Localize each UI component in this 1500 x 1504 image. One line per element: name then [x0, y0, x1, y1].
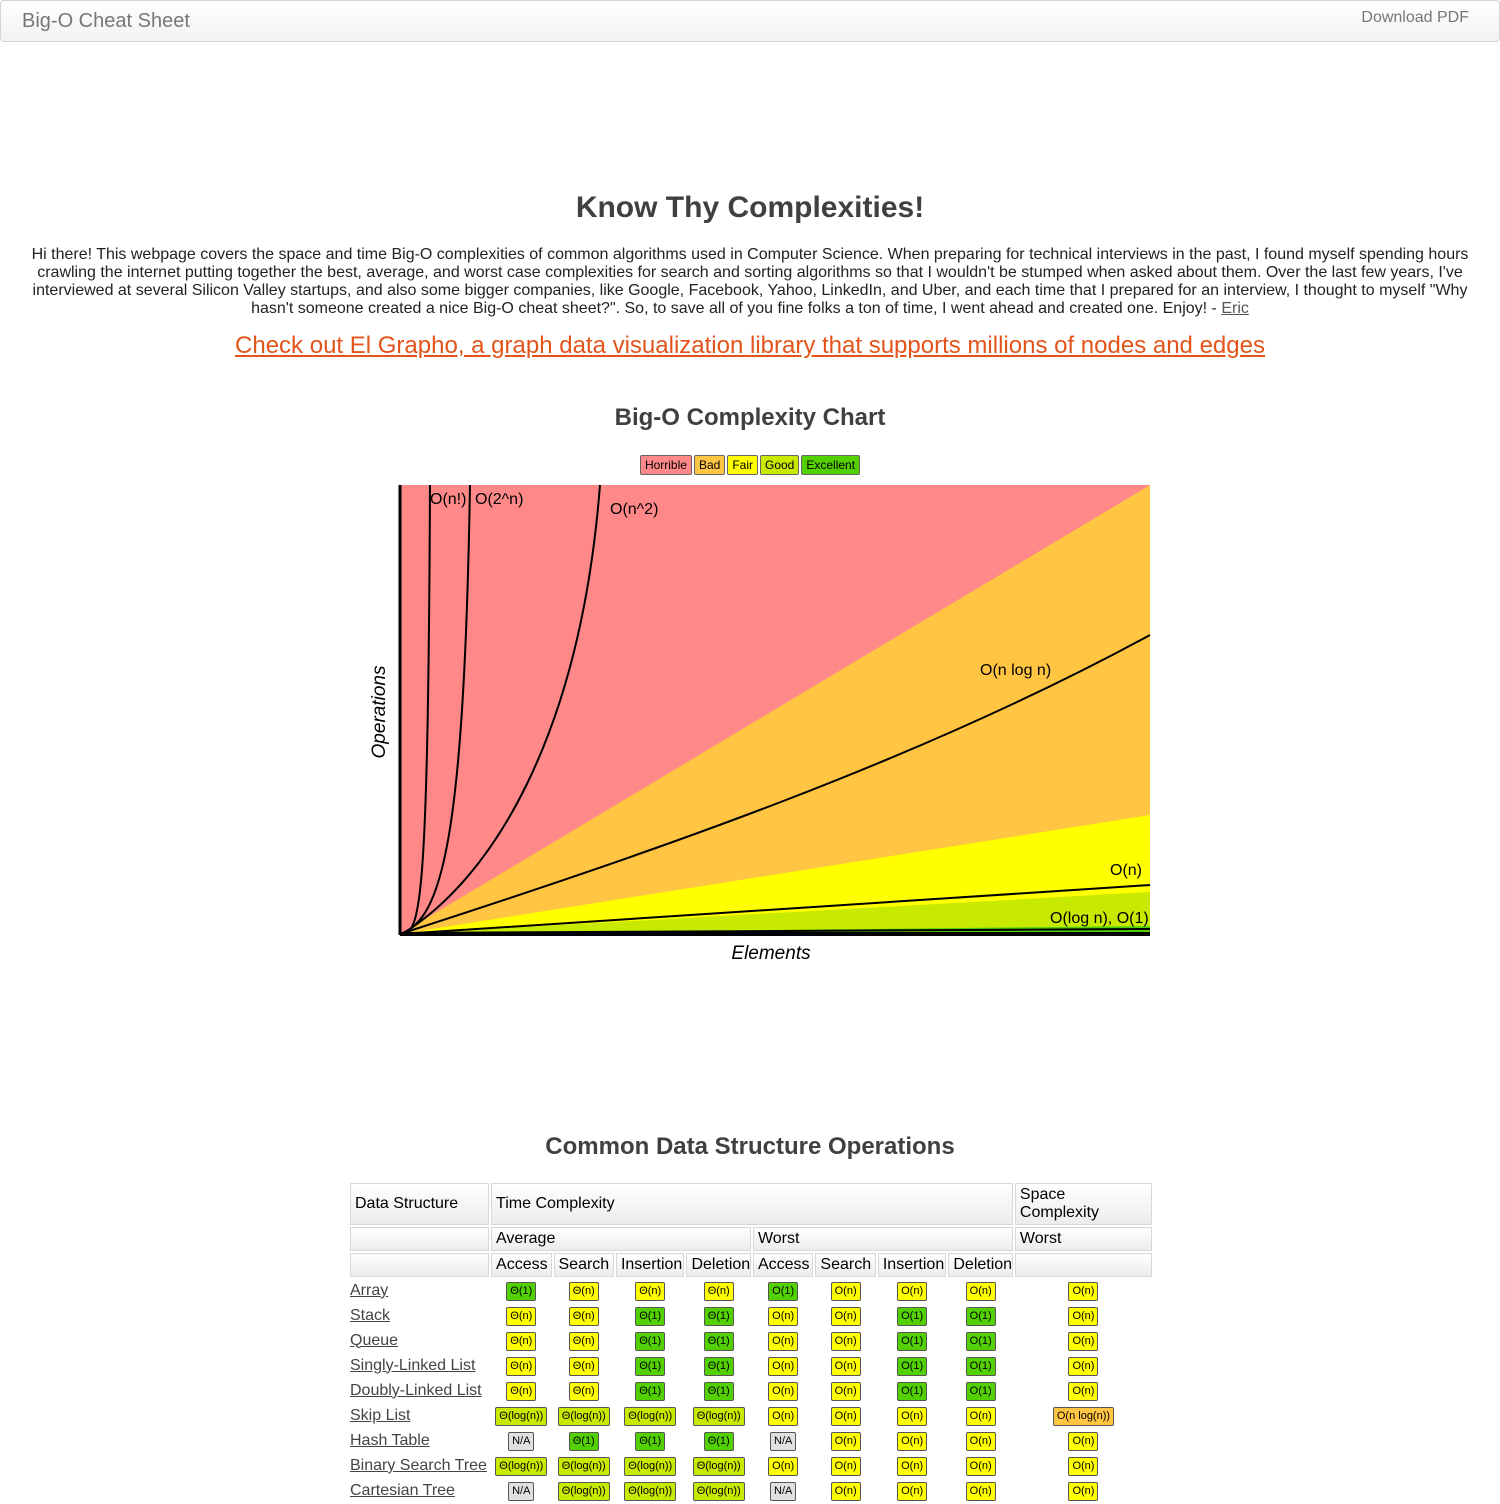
op-header-access: Access	[753, 1253, 813, 1277]
complexity-cell	[491, 1279, 551, 1302]
complexity-cell	[753, 1429, 813, 1452]
data-structure-link[interactable]: Cartesian Tree	[350, 1481, 455, 1499]
complexity-badge: Θ(n)	[704, 1282, 734, 1301]
table-row	[350, 1304, 1152, 1327]
complexity-cell	[686, 1279, 750, 1302]
complexity-badge: O(n)	[768, 1382, 798, 1401]
complexity-cell	[616, 1404, 685, 1427]
complexity-badge: O(n)	[1068, 1432, 1098, 1451]
table-heading: Common Data Structure Operations	[545, 1133, 955, 1160]
x-axis-label: Elements	[731, 943, 811, 964]
complexity-cell	[948, 1379, 1013, 1402]
complexity-cell	[753, 1479, 813, 1502]
complexity-badge: Θ(n)	[506, 1357, 536, 1376]
curve-label-5: O(log n), O(1)	[1050, 910, 1149, 927]
complexity-cell	[491, 1354, 551, 1377]
table-row	[350, 1454, 1152, 1477]
complexity-cell	[1015, 1429, 1152, 1452]
complexity-cell	[686, 1304, 750, 1327]
data-structure-cell	[350, 1404, 489, 1427]
complexity-badge: O(n)	[897, 1282, 927, 1301]
complexity-badge: O(n)	[897, 1432, 927, 1451]
complexity-cell	[554, 1429, 614, 1452]
header-average: Average	[491, 1227, 751, 1251]
complexity-badge: Θ(log(n))	[495, 1457, 547, 1476]
complexity-badge: Θ(1)	[506, 1282, 536, 1301]
author-link[interactable]: Eric	[1221, 300, 1249, 317]
complexity-cell	[686, 1454, 750, 1477]
complexity-cell	[948, 1304, 1013, 1327]
complexity-badge: Θ(n)	[569, 1382, 599, 1401]
header-space-complexity: Space Complexity	[1015, 1183, 1152, 1225]
complexity-cell	[491, 1379, 551, 1402]
complexity-cell	[616, 1479, 685, 1502]
data-structure-link[interactable]: Array	[350, 1281, 389, 1299]
complexity-cell	[554, 1279, 614, 1302]
complexity-cell	[491, 1404, 551, 1427]
complexity-cell	[616, 1429, 685, 1452]
op-header-deletion: Deletion	[686, 1253, 750, 1277]
page-title: Know Thy Complexities!	[575, 191, 925, 224]
complexity-cell	[815, 1379, 875, 1402]
data-structure-cell	[350, 1279, 489, 1302]
header-time-complexity: Time Complexity	[491, 1183, 1013, 1225]
top-navbar	[0, 0, 1500, 42]
complexity-cell	[1015, 1379, 1152, 1402]
site-brand[interactable]: Big-O Cheat Sheet	[22, 10, 190, 32]
data-structure-link[interactable]: Skip List	[350, 1406, 411, 1424]
table-row	[350, 1479, 1152, 1502]
data-structure-cell	[350, 1304, 489, 1327]
complexity-badge: O(1)	[966, 1357, 996, 1376]
table-row	[350, 1379, 1152, 1402]
complexity-badge: O(n)	[768, 1332, 798, 1351]
table-row	[350, 1429, 1152, 1452]
complexity-cell	[491, 1479, 551, 1502]
complexity-cell	[491, 1454, 551, 1477]
complexity-badge: O(1)	[897, 1357, 927, 1376]
complexity-badge: O(n)	[897, 1457, 927, 1476]
complexity-badge: N/A	[508, 1482, 534, 1501]
el-grapho-link[interactable]: Check out El Grapho, a graph data visualization library that supports millions of nodes and edges	[235, 332, 1265, 359]
complexity-cell	[1015, 1329, 1152, 1352]
complexity-cell	[815, 1304, 875, 1327]
header-blank	[350, 1227, 489, 1251]
curve-label-2: O(n^2)	[610, 501, 659, 518]
complexity-cell	[554, 1379, 614, 1402]
complexity-cell	[815, 1329, 875, 1352]
legend-bad: Bad	[694, 455, 725, 475]
complexity-badge: Θ(1)	[635, 1332, 665, 1351]
complexity-cell	[616, 1379, 685, 1402]
complexity-cell	[948, 1279, 1013, 1302]
data-structure-cell	[350, 1354, 489, 1377]
complexity-cell	[753, 1354, 813, 1377]
intro-text: Hi there! This webpage covers the space and time Big-O complexities of common algorithms used in Computer Science. When preparing for technical interviews in the past, I found myself spending hours crawling the internet putting together the best, average, and worst case complexities for search and sorting algorithms so that I wouldn't be stumped when asked about them. Over the last few years, I've interviewed at several Silicon Valley startups, and also some bigger companies, like Google, Facebook, Yahoo, LinkedIn, and Uber, and each time that I prepared for an interview, I thought to myself "Why hasn't someone created a nice Big-O cheat sheet?". So, to save all of you fine folks a ton of time, I went ahead and created one. Enjoy! -	[31, 246, 1469, 317]
complexity-cell	[491, 1304, 551, 1327]
complexity-cell	[1015, 1454, 1152, 1477]
complexity-cell	[753, 1379, 813, 1402]
complexity-badge: N/A	[508, 1432, 534, 1451]
complexity-badge: Θ(log(n))	[495, 1407, 547, 1426]
complexity-badge: O(n)	[831, 1482, 861, 1501]
complexity-cell	[815, 1479, 875, 1502]
complexity-badge: O(n)	[966, 1407, 996, 1426]
op-header-insertion: Insertion	[878, 1253, 947, 1277]
complexity-badge: Θ(n)	[569, 1282, 599, 1301]
complexity-badge: O(n)	[831, 1357, 861, 1376]
legend-fair: Fair	[727, 455, 758, 475]
complexity-badge: O(n)	[831, 1307, 861, 1326]
complexity-badge: O(1)	[897, 1307, 927, 1326]
complexity-cell	[878, 1304, 947, 1327]
complexity-badge: N/A	[770, 1432, 796, 1451]
complexity-cell	[686, 1329, 750, 1352]
complexity-badge: Θ(1)	[635, 1432, 665, 1451]
complexity-cell	[686, 1404, 750, 1427]
complexity-badge: O(n)	[1068, 1482, 1098, 1501]
complexity-cell	[1015, 1404, 1152, 1427]
complexity-badge: O(1)	[966, 1332, 996, 1351]
complexity-badge: Θ(n)	[635, 1282, 665, 1301]
complexity-badge: O(n)	[966, 1457, 996, 1476]
complexity-badge: O(n)	[831, 1382, 861, 1401]
data-structure-link[interactable]: Hash Table	[350, 1431, 430, 1449]
data-structure-cell	[350, 1454, 489, 1477]
table-row	[350, 1404, 1152, 1427]
curve-label-3: O(n log n)	[980, 662, 1052, 679]
complexity-badge: Θ(n)	[569, 1307, 599, 1326]
complexity-cell	[491, 1329, 551, 1352]
intro-paragraph	[20, 246, 1480, 318]
y-axis-label: Operations	[369, 665, 390, 759]
table-row	[350, 1279, 1152, 1302]
complexity-cell	[554, 1479, 614, 1502]
complexity-badge: Θ(n)	[569, 1332, 599, 1351]
complexity-cell	[815, 1279, 875, 1302]
complexity-cell	[948, 1454, 1013, 1477]
complexity-badge: O(n)	[897, 1407, 927, 1426]
complexity-cell	[686, 1479, 750, 1502]
complexity-badge: O(n)	[831, 1432, 861, 1451]
complexity-cell	[878, 1454, 947, 1477]
complexity-badge: O(n)	[768, 1407, 798, 1426]
complexity-cell	[815, 1354, 875, 1377]
complexity-badge: Θ(1)	[635, 1382, 665, 1401]
complexity-chart	[360, 480, 1160, 970]
complexity-badge: Θ(1)	[704, 1307, 734, 1326]
complexity-badge: O(n)	[831, 1282, 861, 1301]
complexity-cell	[616, 1329, 685, 1352]
complexity-badge: O(n)	[1068, 1357, 1098, 1376]
complexity-cell	[686, 1354, 750, 1377]
complexity-cell	[554, 1354, 614, 1377]
complexity-badge: O(1)	[897, 1332, 927, 1351]
complexity-badge: Θ(log(n))	[693, 1407, 745, 1426]
complexity-badge: O(n)	[768, 1307, 798, 1326]
op-header-deletion: Deletion	[948, 1253, 1013, 1277]
complexity-badge: Θ(1)	[704, 1432, 734, 1451]
complexity-cell	[1015, 1304, 1152, 1327]
complexity-badge: O(n)	[897, 1482, 927, 1501]
complexity-cell	[686, 1379, 750, 1402]
complexity-cell	[878, 1379, 947, 1402]
complexity-badge: O(n)	[1068, 1332, 1098, 1351]
complexity-cell	[554, 1454, 614, 1477]
complexity-badge: O(n)	[1068, 1282, 1098, 1301]
complexity-cell	[686, 1429, 750, 1452]
table-row	[350, 1329, 1152, 1352]
complexity-badge: Θ(log(n))	[624, 1457, 676, 1476]
complexity-cell	[878, 1479, 947, 1502]
complexity-badge: Θ(1)	[569, 1432, 599, 1451]
complexity-cell	[948, 1354, 1013, 1377]
data-structure-table-wrap	[348, 1181, 1154, 1504]
header-data-structure: Data Structure	[350, 1183, 489, 1225]
complexity-cell	[878, 1329, 947, 1352]
complexity-cell	[753, 1279, 813, 1302]
complexity-cell	[753, 1404, 813, 1427]
complexity-cell	[491, 1429, 551, 1452]
complexity-badge: Θ(n)	[506, 1332, 536, 1351]
curve-label-4: O(n)	[1110, 862, 1142, 879]
complexity-badge: Θ(log(n))	[558, 1482, 610, 1501]
complexity-cell	[878, 1354, 947, 1377]
complexity-badge: O(n)	[1068, 1307, 1098, 1326]
ops-blank-space	[1015, 1253, 1152, 1277]
chart-legend	[0, 455, 1500, 475]
legend-good: Good	[760, 455, 799, 475]
data-structure-cell	[350, 1329, 489, 1352]
op-header-access: Access	[491, 1253, 551, 1277]
header-space-worst: Worst	[1015, 1227, 1152, 1251]
complexity-badge: Θ(log(n))	[624, 1407, 676, 1426]
data-structure-link[interactable]: Doubly-Linked List	[350, 1381, 482, 1399]
complexity-badge: Θ(n)	[506, 1307, 536, 1326]
complexity-badge: Θ(log(n))	[558, 1457, 610, 1476]
data-structure-link[interactable]: Binary Search Tree	[350, 1456, 487, 1474]
complexity-badge: O(n)	[966, 1282, 996, 1301]
complexity-badge: O(n)	[831, 1332, 861, 1351]
complexity-cell	[948, 1329, 1013, 1352]
complexity-badge: O(n)	[966, 1432, 996, 1451]
complexity-badge: O(n)	[768, 1457, 798, 1476]
complexity-badge: Θ(log(n))	[558, 1407, 610, 1426]
complexity-badge: O(1)	[966, 1382, 996, 1401]
complexity-badge: Θ(1)	[704, 1332, 734, 1351]
complexity-cell	[1015, 1479, 1152, 1502]
complexity-cell	[616, 1279, 685, 1302]
data-structure-cell	[350, 1429, 489, 1452]
complexity-badge: O(1)	[768, 1282, 798, 1301]
complexity-cell	[616, 1354, 685, 1377]
complexity-badge: O(n)	[1068, 1457, 1098, 1476]
complexity-cell	[878, 1429, 947, 1452]
data-structure-link[interactable]: Queue	[350, 1331, 399, 1349]
complexity-badge: Θ(n)	[569, 1357, 599, 1376]
complexity-cell	[753, 1454, 813, 1477]
complexity-badge: O(n)	[831, 1407, 861, 1426]
complexity-cell	[878, 1279, 947, 1302]
complexity-badge: O(n log(n))	[1053, 1407, 1114, 1426]
complexity-cell	[948, 1429, 1013, 1452]
legend-excellent: Excellent	[801, 455, 860, 475]
complexity-cell	[815, 1454, 875, 1477]
data-structure-cell	[350, 1379, 489, 1402]
complexity-cell	[948, 1479, 1013, 1502]
complexity-cell	[616, 1454, 685, 1477]
complexity-badge: O(n)	[1068, 1382, 1098, 1401]
complexity-badge: Θ(1)	[704, 1382, 734, 1401]
chart-heading: Big-O Complexity Chart	[614, 404, 886, 431]
complexity-badge: O(n)	[966, 1482, 996, 1501]
complexity-cell	[878, 1404, 947, 1427]
complexity-badge: Θ(log(n))	[693, 1482, 745, 1501]
complexity-cell	[554, 1329, 614, 1352]
op-header-search: Search	[815, 1253, 875, 1277]
complexity-badge: O(n)	[831, 1457, 861, 1476]
data-structure-cell	[350, 1479, 489, 1502]
complexity-badge: N/A	[770, 1482, 796, 1501]
ops-blank	[350, 1253, 489, 1277]
download-pdf-link[interactable]: Download PDF	[1361, 9, 1469, 26]
complexity-cell	[753, 1329, 813, 1352]
complexity-cell	[554, 1404, 614, 1427]
complexity-cell	[753, 1304, 813, 1327]
complexity-cell	[1015, 1354, 1152, 1377]
complexity-badge: O(1)	[897, 1382, 927, 1401]
complexity-cell	[554, 1304, 614, 1327]
legend-horrible: Horrible	[640, 455, 692, 475]
data-structure-table	[348, 1181, 1154, 1504]
chart-regions	[400, 485, 1150, 934]
table-row	[350, 1354, 1152, 1377]
complexity-cell	[948, 1404, 1013, 1427]
complexity-cell	[1015, 1279, 1152, 1302]
complexity-badge: Θ(log(n))	[624, 1482, 676, 1501]
complexity-cell	[815, 1404, 875, 1427]
complexity-badge: Θ(1)	[704, 1357, 734, 1376]
promo-banner	[0, 332, 1500, 360]
complexity-badge: Θ(1)	[635, 1357, 665, 1376]
data-structure-link[interactable]: Singly-Linked List	[350, 1356, 476, 1374]
curve-label-0: O(n!)	[430, 491, 467, 508]
curve-label-1: O(2^n)	[475, 491, 524, 508]
header-worst: Worst	[753, 1227, 1013, 1251]
complexity-badge: O(n)	[768, 1357, 798, 1376]
complexity-cell	[616, 1304, 685, 1327]
complexity-badge: O(1)	[966, 1307, 996, 1326]
complexity-badge: Θ(n)	[506, 1382, 536, 1401]
complexity-badge: Θ(1)	[635, 1307, 665, 1326]
complexity-cell	[815, 1429, 875, 1452]
op-header-insertion: Insertion	[616, 1253, 685, 1277]
op-header-search: Search	[554, 1253, 614, 1277]
complexity-badge: Θ(log(n))	[693, 1457, 745, 1476]
data-structure-link[interactable]: Stack	[350, 1306, 391, 1324]
